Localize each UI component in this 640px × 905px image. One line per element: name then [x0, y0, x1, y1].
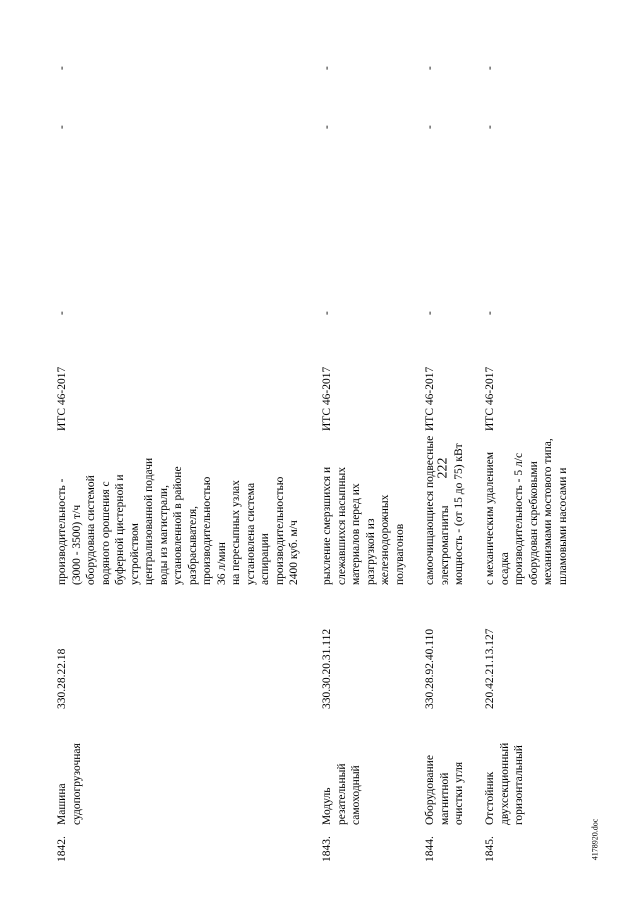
equipment-code: 220.42.21.13.127	[484, 628, 496, 709]
empty-dash: -	[484, 66, 496, 70]
equipment-code: 330.28.92.40.110	[424, 628, 436, 709]
empty-dash: -	[321, 66, 333, 70]
empty-dash: -	[321, 125, 333, 129]
empty-dash: -	[424, 125, 436, 129]
empty-dash: -	[56, 66, 68, 70]
equipment-description: самоочищающиеся подвесные электромагниты мощность - (от 15 до 75) кВт	[424, 435, 465, 585]
standard-reference: ИТС 46-2017	[484, 366, 496, 431]
equipment-description: рыхление смерзшихся и слежавшихся насыпных материалов перед их разгрузкой из железнодорожных полувагонов	[321, 466, 406, 585]
standard-reference: ИТС 46-2017	[321, 366, 333, 431]
empty-dash: -	[424, 66, 436, 70]
page-number: 222	[435, 457, 451, 479]
equipment-name: Отстойник двухсекционный горизонтальный	[484, 742, 525, 825]
empty-dash: -	[56, 311, 68, 315]
row-number: 1844.	[424, 836, 436, 862]
equipment-description: с механическим удалением осадка производительность - 5 л/с оборудован скребковыми механизмами мостового типа, шламовыми насосами и	[484, 438, 569, 585]
empty-dash: -	[424, 311, 436, 315]
equipment-name: Машина судопогрузочная	[56, 743, 83, 825]
document-file-code: 4178920.doc	[590, 818, 600, 861]
equipment-code: 330.28.22.18	[56, 648, 68, 709]
empty-dash: -	[321, 311, 333, 315]
equipment-description: производительность - (3000 - 3500) т/ч оборудована системой водяного орошения с буферной цистерной и устройством централизованной подачи воды из магистрали, установленной в районе разбрасывателя, производительностью 36 л/мин на пересыпных узлах установлена система аспирации производительностью 2400 куб. м/ч	[56, 457, 300, 585]
equipment-code: 330.30.20.31.112	[321, 628, 333, 709]
empty-dash: -	[484, 311, 496, 315]
empty-dash: -	[56, 125, 68, 129]
standard-reference: ИТС 46-2017	[56, 366, 68, 431]
row-number: 1842.	[56, 836, 68, 862]
row-number: 1845.	[484, 836, 496, 862]
row-number: 1843.	[321, 836, 333, 862]
equipment-name: Оборудование магнитной очистки угля	[424, 755, 465, 825]
equipment-name: Модуль резательный самоходный	[321, 763, 362, 825]
empty-dash: -	[484, 125, 496, 129]
standard-reference: ИТС 46-2017	[424, 366, 436, 431]
